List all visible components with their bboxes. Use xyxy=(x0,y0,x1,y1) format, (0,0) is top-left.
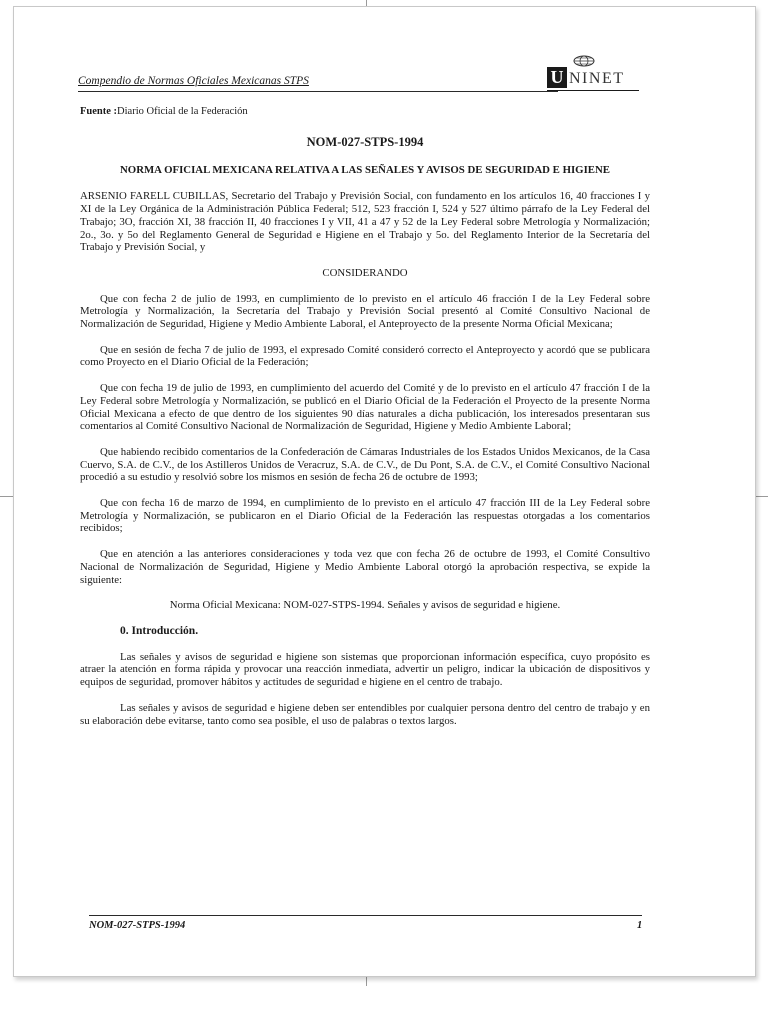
considerando-paragraph: Que con fecha 16 de marzo de 1994, en cumplimiento de lo previsto en el artículo 47 fracción III de la Ley Federal sobre Metrología y Normalización, se publicaron en el Diario Oficial de la Federación las respuestas otorgadas a los comentarios recibidos; xyxy=(80,497,650,535)
logo-letter-u: U xyxy=(547,67,567,88)
footer-rule xyxy=(89,915,642,916)
section-heading: 0. Introducción. xyxy=(120,624,199,637)
document-code-title: NOM-027-STPS-1994 xyxy=(306,135,424,149)
source-line xyxy=(80,106,248,117)
logo-wordmark: NINET xyxy=(569,70,625,87)
globe-icon xyxy=(573,55,595,67)
considerando-paragraph: Que en atención a las anteriores consideraciones y toda vez que con fecha 26 de octubre de 1993, el Comité Consultivo Nacional de Normalización de Seguridad, Higiene y Medio Ambiente Laboral otorgó la aprobación respectiva, se expide la siguiente: xyxy=(80,548,650,586)
crop-mark xyxy=(366,976,367,986)
intro-paragraph: Las señales y avisos de seguridad e higiene son sistemas que proporcionan información específica, cuyo propósito es atraer la atención en forma rápida y provocar una reacción inmediata, advertir un peligro, indicar la ubicación de dispositivos y equipos de seguridad, promover hábitos y actitudes de seguridad e higiene en el centro de trabajo. xyxy=(80,650,650,689)
header-compendium-title: Compendio de Normas Oficiales Mexicanas STPS xyxy=(78,75,309,87)
uninet-logo xyxy=(547,55,639,95)
source-label: Fuente : xyxy=(80,106,118,117)
intro-paragraph: Las señales y avisos de seguridad e higiene deben ser entendibles por cualquier persona dentro del centro de trabajo y en su elaboración debe evitarse, tanto como sea posible, el uso de palabras o textos largos. xyxy=(80,701,650,727)
considerando-paragraph: Que habiendo recibido comentarios de la Confederación de Cámaras Industriales de los Estados Unidos Mexicanos, de la Casa Cuervo, S.A. de C.V., de los Astilleros Unidos de Veracruz, S.A. de C.V., de Du Pont, S.A. de C.V., el Comité Consultivo Nacional procedió a su estudio y resolvió sobre los mismos en sesión de fecha 26 de octubre de 1993; xyxy=(80,445,650,484)
crop-mark xyxy=(0,496,14,497)
crop-mark xyxy=(754,496,768,497)
considerando-paragraph: Que con fecha 2 de julio de 1993, en cumplimiento de lo previsto en el artículo 46 fracción I de la Ley Federal sobre Metrología y Normalización, la Secretaría del Trabajo y Previsión Social presentó al Comité Consultivo Nacional de Normalización de Seguridad, Higiene y Medio Ambiente Laboral, el Anteproyecto de la presente Norma Oficial Mexicana; xyxy=(80,292,650,331)
source-value: Diario Oficial de la Federación xyxy=(117,106,248,117)
issued-norm-line: Norma Oficial Mexicana: NOM-027-STPS-1994. Señales y avisos de seguridad e higiene. xyxy=(169,599,561,612)
logo-underline xyxy=(547,90,639,91)
considerando-paragraph: Que en sesión de fecha 7 de julio de 1993, el expresado Comité consideró correcto el Anteproyecto y acordó que se publicara como Proyecto en el Diario Oficial de la Federación; xyxy=(80,343,650,369)
document-body xyxy=(80,136,650,740)
preamble-paragraph: ARSENIO FARELL CUBILLAS, Secretario del Trabajo y Previsión Social, con fundamento en los artículos 16, 40 fracciones I y XI de la Ley Orgánica de la Administración Pública Federal; 512, 523 fracción I, 524 y 527 último párrafo de la Ley Federal del Trabajo; 3O, fracción XI, 38 fracción II, 40 fracciones I y VII, 41 a 47 y 52 de la Ley Federal sobre Metrología y Normalización; 2o., 3o. y 5o del Reglamento General de Seguridad e Higiene en el Trabajo y 5o. del Reglamento Interior de la Secretaría del Trabajo y Previsión Social, y xyxy=(80,190,650,254)
header-rule xyxy=(78,91,558,92)
footer-document-code: NOM-027-STPS-1994 xyxy=(89,920,186,931)
document-title: NORMA OFICIAL MEXICANA RELATIVA A LAS SEÑALES Y AVISOS DE SEGURIDAD E HIGIENE xyxy=(120,163,610,176)
considerando-paragraph: Que con fecha 19 de julio de 1993, en cumplimiento del acuerdo del Comité y de lo previsto en el artículo 47 fracción I de la Ley Federal sobre Metrología y Normalización, se publicó en el Diario Oficial de la Federación el Proyecto de la presente Norma Oficial Mexicana a efecto de que dentro de los siguientes 90 días naturales a dicha publicación, los interesados presentaran sus comentarios al Comité Consultivo Nacional de Normalización de Seguridad, Higiene y Medio Ambiente Laboral; xyxy=(80,382,650,433)
page-number: 1 xyxy=(637,920,643,931)
considerando-heading: CONSIDERANDO xyxy=(322,266,408,279)
